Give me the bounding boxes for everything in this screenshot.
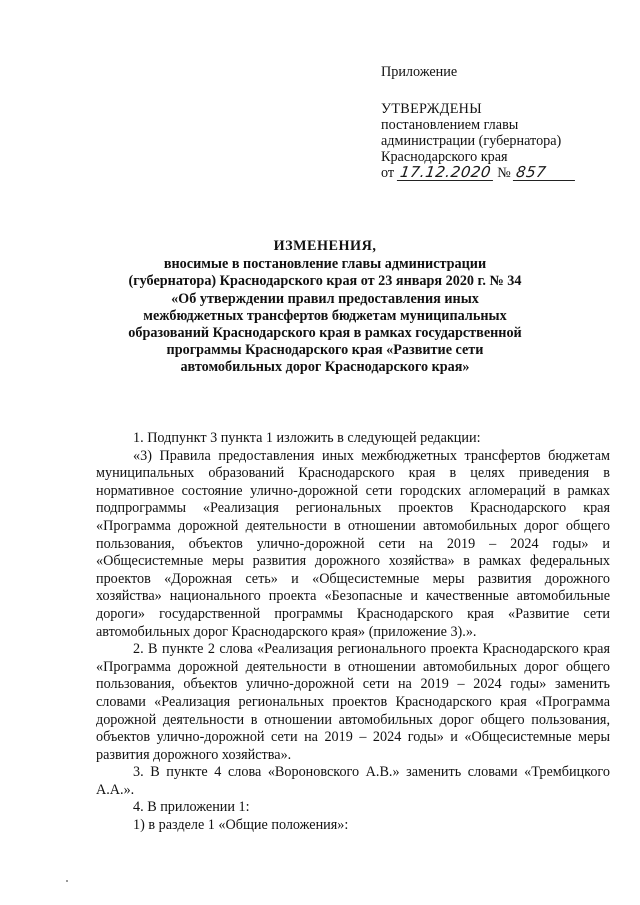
title-line: программы Краснодарского края «Развитие сети [166, 342, 484, 359]
document-body [96, 430, 610, 835]
handwritten-date: 17.12.2020 [397, 165, 495, 181]
approval-date-row [381, 165, 621, 181]
title-line: образований Краснодарского края в рамках государственной [128, 325, 522, 342]
document-title [80, 238, 570, 377]
title-line: автомобильных дорог Краснодарского края» [180, 359, 470, 376]
body-paragraph: «3) Правила предоставления иных межбюджетных трансфертов бюджетам муниципальных образований Краснодарского края в целях приведения в нормативное состояние улично-дорожной сети городских агломераций в рамках подпрограммы «Реализация региональных проектов Краснодарского края «Программа дорожной деятельности в отношении автомобильных дорог общего пользования, объектов улично-дорожной сети на 2019 – 2024 годы» и «Общесистемные меры развития дорожного хозяйства» в рамках федеральных проектов «Дорожная сеть» и «Общесистемные меры развития дорожного хозяйства» национального проекта «Безопасные и качественные автомобильные дороги» государственной программы Краснодарского края «Развитие сети автомобильных дорог Краснодарского края» (приложение 3).». [96, 447, 610, 640]
approval-line: постановлением главы [381, 117, 519, 133]
approval-line: Краснодарского края [381, 149, 508, 165]
body-paragraph: 4. В приложении 1: [133, 799, 250, 816]
approved-label: УТВЕРЖДЕНЫ [381, 101, 482, 117]
scan-speck [66, 880, 68, 882]
title-line: межбюджетных трансфертов бюджетам муниципальных [143, 307, 507, 324]
body-paragraph: 1. Подпункт 3 пункта 1 изложить в следующей редакции: [133, 430, 481, 446]
handwritten-number: 857 [513, 165, 577, 181]
title-line: (губернатора) Краснодарского края от 23 января 2020 г. № 34 [128, 273, 522, 290]
appendix-label: Приложение [381, 64, 458, 80]
title-line: вносимые в постановление главы администрации [163, 256, 487, 273]
title-line: «Об утверждении правил предоставления иных [171, 290, 479, 307]
title-heading: ИЗМЕНЕНИЯ, [273, 238, 377, 254]
body-paragraph: 2. В пункте 2 слова «Реализация регионального проекта Краснодарского края «Программа дорожной деятельности в отношении автомобильных дорог общего пользования, объектов улично-дорожной сети на 2019 – 2024 годы» заменить словами «Реализация региональных проектов Краснодарского края «Программа дорожной деятельности в отношении автомобильных дорог общего пользования, объектов улично-дорожной сети на 2019 – 2024 годы» и «Общесистемные меры развития дорожного хозяйства». [96, 641, 610, 763]
date-prefix: от [381, 165, 395, 181]
number-prefix: № [497, 165, 511, 181]
body-paragraph: 3. В пункте 4 слова «Вороновского А.В.» заменить словами «Трембицкого А.А.». [96, 764, 610, 798]
approval-line: администрации (губернатора) [381, 133, 562, 149]
body-paragraph: 1) в разделе 1 «Общие положения»: [133, 817, 349, 834]
approval-block [381, 64, 621, 181]
